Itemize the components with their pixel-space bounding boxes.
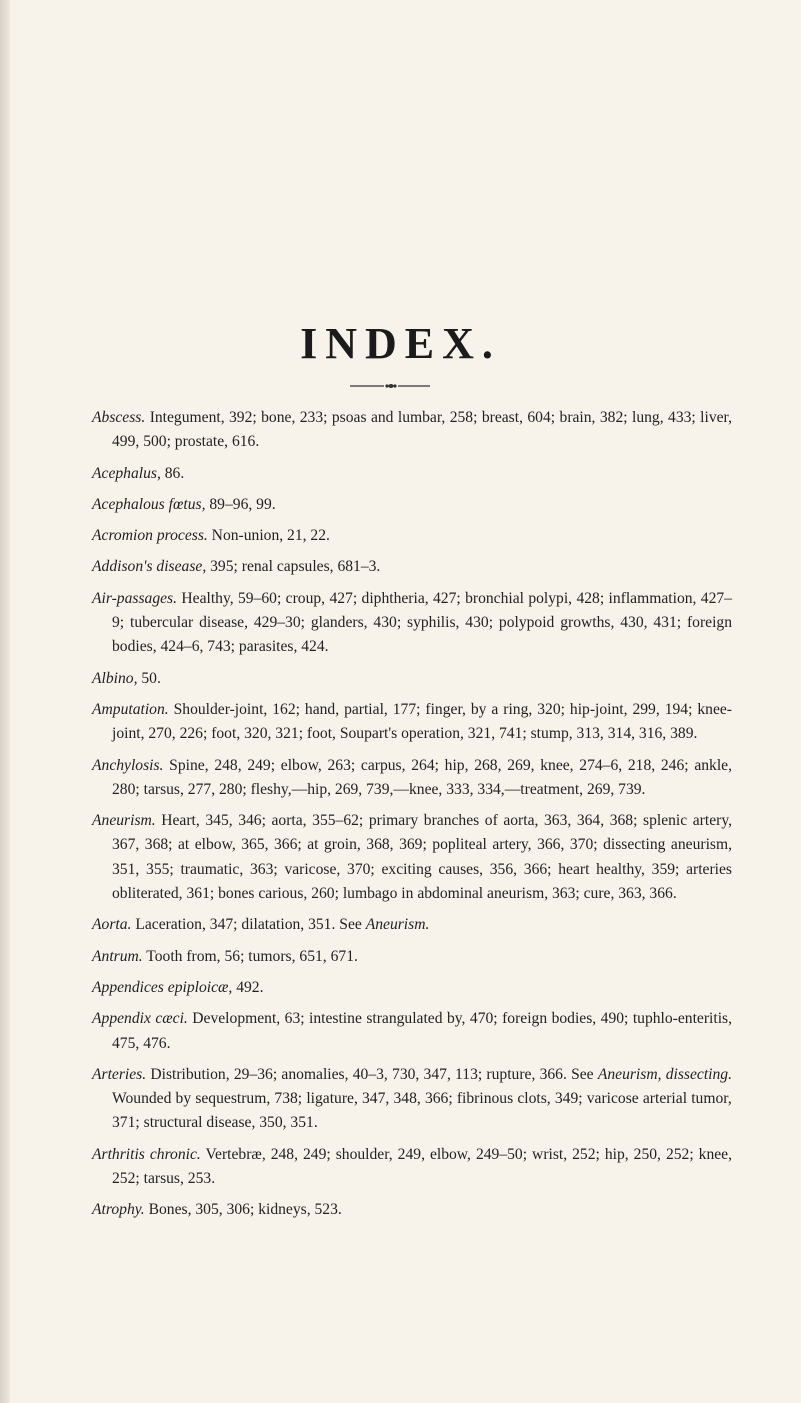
entry-text: Heart, 345, 346; aorta, 355–62; primary branches of aorta, 363, 364, 368; splenic artery, 367, 368; at elbow, 365, 366; at groin, 368, 369; popliteal artery, 366, 370; dissecting aneurism, 351, 355; traumatic, 363; varicose, 370; exciting causes, 356, 366; heart healthy, 359; arteries obliterated, 361; bones carious, 260; lumbago in abdominal aneurism, 363; cure, 363, 366. bbox=[112, 812, 732, 903]
index-entry bbox=[92, 809, 732, 906]
index-entry bbox=[92, 462, 732, 486]
index-entry bbox=[92, 754, 732, 803]
entry-heading: Air-passages. bbox=[92, 589, 178, 607]
index-entry bbox=[92, 698, 732, 747]
index-entry bbox=[92, 524, 732, 548]
entry-heading: Acromion process. bbox=[92, 527, 208, 545]
entry-heading: Amputation. bbox=[92, 700, 169, 718]
entry-heading: Aorta. bbox=[92, 916, 132, 934]
entry-heading: Arteries. bbox=[92, 1065, 147, 1083]
entry-text: Distribution, 29–36; anomalies, 40–3, 730, 347, 113; rupture, 366. See bbox=[146, 1065, 598, 1083]
entry-text: 492. bbox=[232, 978, 264, 996]
entry-heading: Abscess. bbox=[92, 409, 146, 426]
entry-heading: Appendices epiploicæ, bbox=[92, 978, 233, 996]
title-ornament-rule bbox=[350, 382, 430, 390]
index-entry bbox=[92, 1143, 732, 1192]
index-entry bbox=[92, 1007, 732, 1056]
entry-text-continued: Wounded by sequestrum, 738; ligature, 347, 348, 366; fibrinous clots, 349; varicose arterial tumor, 371; structural disease, 350, 351. bbox=[112, 1090, 732, 1132]
index-entry bbox=[92, 1063, 732, 1136]
index-entry bbox=[92, 555, 732, 579]
entry-heading: Anchylosis. bbox=[92, 756, 164, 774]
entry-heading: Atrophy. bbox=[92, 1201, 145, 1219]
entry-heading: Arthritis chronic. bbox=[92, 1145, 201, 1163]
entry-text: Integument, 392; bone, 233; psoas and lumbar, 258; breast, 604; brain, 382; lung, 433; liver, 499, 500; prostate, 616. bbox=[112, 409, 732, 451]
index-entry-list bbox=[92, 406, 732, 1230]
entry-cross-reference: Aneurism, dissecting. bbox=[597, 1065, 732, 1083]
index-entry bbox=[92, 1198, 732, 1222]
entry-text: 50. bbox=[137, 669, 161, 687]
entry-heading: Albino, bbox=[92, 669, 138, 687]
entry-text: 89–96, 99. bbox=[205, 495, 276, 513]
entry-text: 86. bbox=[160, 464, 185, 482]
entry-heading: Acephalus, bbox=[92, 464, 161, 482]
entry-heading: Appendix cæci. bbox=[92, 1010, 188, 1028]
entry-text: Shoulder-joint, 162; hand, partial, 177; finger, by a ring, 320; hip-joint, 299, 194; knee-joint, 270, 226; foot, 320, 321; foot, Soupart's operation, 321, 741; stump, 313, 314, 316, 389. bbox=[112, 700, 732, 743]
entry-text: Vertebræ, 248, 249; shoulder, 249, elbow, 249–50; wrist, 252; hip, 250, 252; knee, 252; tarsus, 253. bbox=[112, 1145, 732, 1188]
index-entry bbox=[92, 945, 732, 969]
page-title: INDEX. bbox=[300, 319, 501, 368]
entry-heading: Addison's disease, bbox=[92, 558, 207, 576]
index-entry bbox=[92, 493, 732, 517]
entry-text: Laceration, 347; dilatation, 351. See bbox=[131, 916, 366, 934]
index-entry bbox=[92, 976, 732, 1000]
entry-cross-reference: Aneurism. bbox=[365, 916, 430, 934]
index-entry bbox=[92, 406, 732, 455]
entry-text: Healthy, 59–60; croup, 427; diphtheria, 427; bronchial polypi, 428; inflammation, 427–9; tubercular disease, 429–30; glanders, 430; syphilis, 430; polypoid growths, 430, 431; foreign bodies, 424–6, 743; parasites, 424. bbox=[112, 589, 732, 656]
entry-heading: Aneurism. bbox=[92, 812, 156, 830]
entry-text: Development, 63; intestine strangulated by, 470; foreign bodies, 490; tuphlo-enteritis, 475, 476. bbox=[112, 1010, 732, 1052]
entry-text: Tooth from, 56; tumors, 651, 671. bbox=[142, 947, 358, 965]
entry-text: Non-union, 21, 22. bbox=[207, 527, 330, 545]
entry-text: Bones, 305, 306; kidneys, 523. bbox=[144, 1201, 342, 1219]
index-entry bbox=[92, 667, 732, 691]
entry-text: Spine, 248, 249; elbow, 263; carpus, 264; hip, 268, 269, knee, 274–6, 218, 246; ankle, 280; tarsus, 277, 280; fleshy,—hip, 269, 739,—knee, 333, 334,—treatment, 269, 739. bbox=[112, 756, 732, 798]
index-entry bbox=[92, 587, 732, 660]
entry-text: 395; renal capsules, 681–3. bbox=[206, 558, 381, 576]
entry-heading: Acephalous fœtus, bbox=[92, 495, 206, 513]
entry-heading: Antrum. bbox=[92, 947, 143, 965]
index-entry bbox=[92, 913, 732, 937]
